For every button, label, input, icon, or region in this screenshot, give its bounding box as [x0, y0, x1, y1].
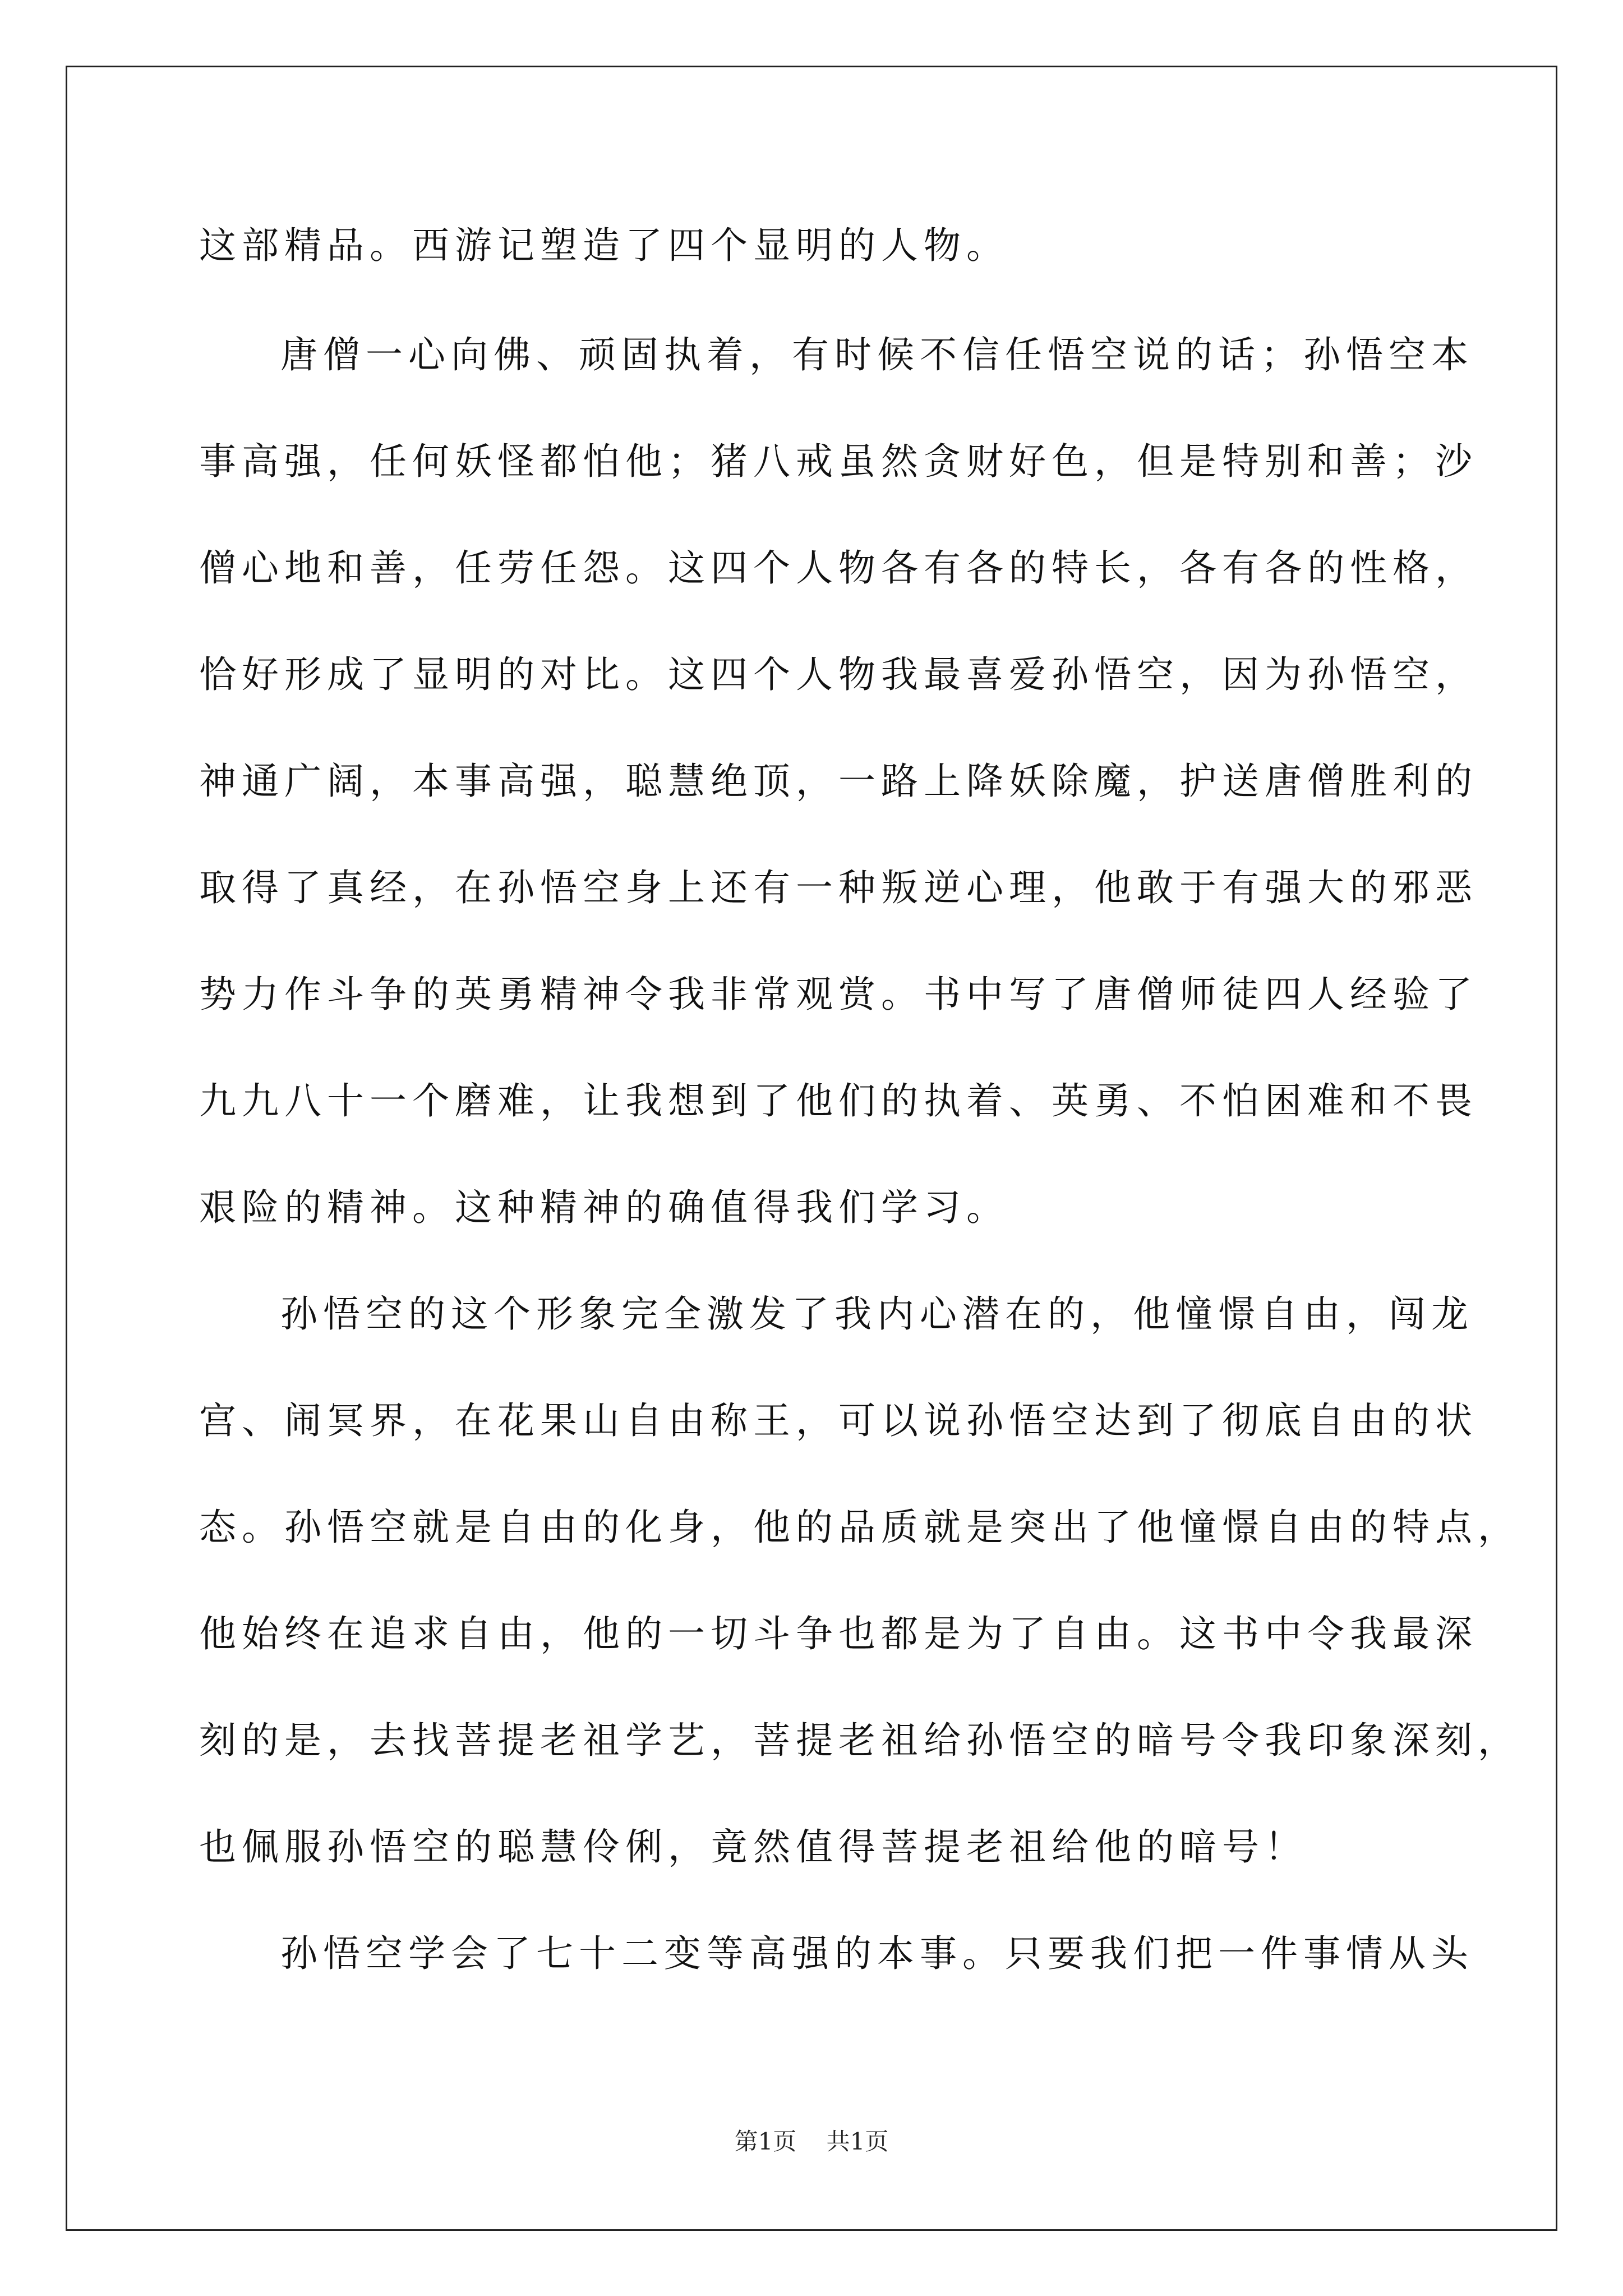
text-line: 这部精品。西游记塑造了四个显明的人物。	[199, 224, 1009, 267]
paragraph-first-line: 孙悟空学会了七十二变等高强的本事。只要我们把一件事情从头	[280, 1932, 1474, 1975]
text-line: 刻的是，去找菩提老祖学艺，菩提老祖给孙悟空的暗号令我印象深刻，	[199, 1719, 1520, 1762]
text-line: 恰好形成了显明的对比。这四个人物我最喜爱孙悟空，因为孙悟空，	[199, 653, 1478, 696]
text-line: 神通广阔，本事高强，聪慧绝顶，一路上降妖除魔，护送唐僧胜利的	[199, 760, 1478, 803]
text-line: 僧心地和善，任劳任怨。这四个人物各有各的特长，各有各的性格，	[199, 546, 1478, 590]
text-line: 取得了真经，在孙悟空身上还有一种叛逆心理，他敢于有强大的邪恶	[199, 866, 1478, 909]
text-line: 势力作斗争的英勇精神令我非常观赏。书中写了唐僧师徒四人经验了	[199, 973, 1478, 1016]
text-line: 宫、闹冥界，在花果山自由称王，可以说孙悟空达到了彻底自由的状	[199, 1399, 1478, 1442]
text-line: 也佩服孙悟空的聪慧伶俐，竟然值得菩提老祖给他的暗号！	[199, 1825, 1307, 1869]
text-line: 艰险的精神。这种精神的确值得我们学习。	[199, 1186, 1009, 1229]
paragraph-first-line: 唐僧一心向佛、顽固执着，有时候不信任悟空说的话；孙悟空本	[280, 333, 1474, 376]
text-line: 他始终在追求自由，他的一切斗争也都是为了自由。这书中令我最深	[199, 1612, 1478, 1655]
text-line: 态。孙悟空就是自由的化身，他的品质就是突出了他憧憬自由的特点，	[199, 1506, 1520, 1549]
page-border	[66, 66, 1557, 2231]
text-line: 事高强，任何妖怪都怕他；猪八戒虽然贪财好色，但是特别和善；沙	[199, 440, 1478, 483]
paragraph-first-line: 孙悟空的这个形象完全激发了我内心潜在的，他憧憬自由，闯龙	[280, 1292, 1474, 1336]
text-line: 九九八十一个磨难，让我想到了他们的执着、英勇、不怕困难和不畏	[199, 1079, 1478, 1122]
page-number-footer: 第1页 共1页	[734, 2128, 889, 2155]
